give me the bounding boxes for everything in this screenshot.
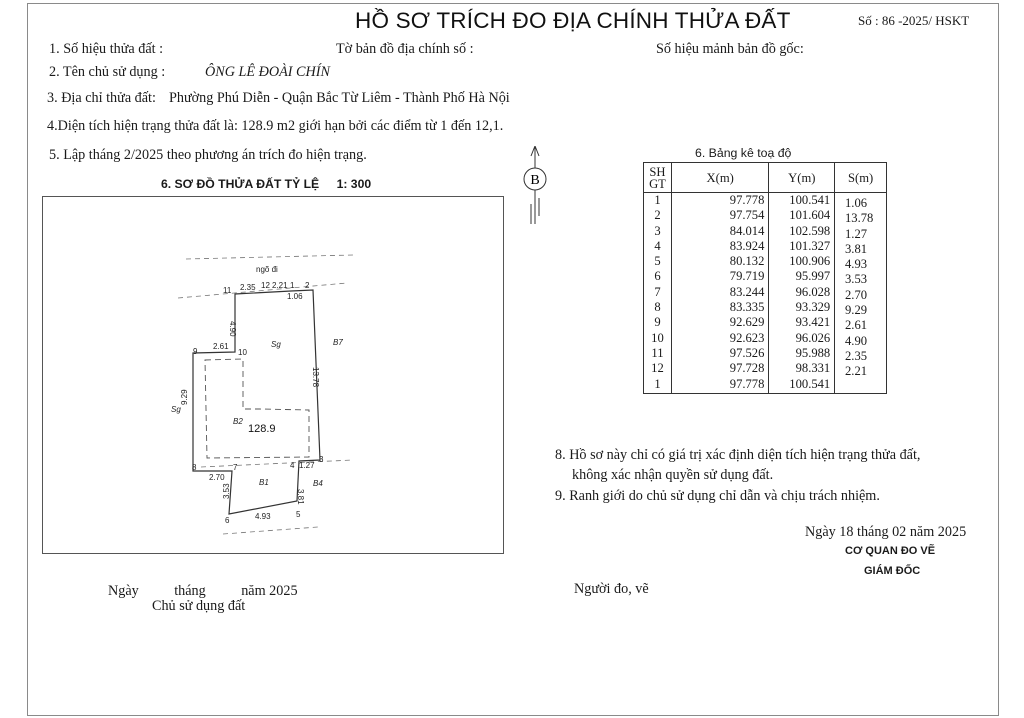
y-value: 93.421 [769, 315, 835, 330]
y-value: 101.604 [769, 208, 835, 223]
point-label: 2 [305, 281, 310, 290]
note-8-line-1: 8. Hồ sơ này chỉ có giá trị xác định diện tích hiện trạng thửa đất, [555, 447, 921, 463]
point-id: 10 [644, 331, 672, 346]
distance-value: 2.70 [845, 287, 868, 302]
point-label: 6 [225, 516, 230, 525]
neighbor-label: B1 [259, 478, 269, 487]
address-value: Phường Phú Diễn - Quận Bắc Từ Liêm - Thành Phố Hà Nội [169, 90, 510, 106]
parcel-diagram [42, 196, 504, 554]
point-id: 5 [644, 254, 672, 269]
x-value: 97.778 [671, 193, 768, 209]
owner-sign-date: Ngày tháng năm 2025 [108, 583, 298, 599]
point-id: 6 [644, 269, 672, 284]
point-label: 12 [261, 281, 270, 290]
point-id: 1 [644, 377, 672, 394]
table-caption: 6. Bảng kê toạ độ [695, 146, 792, 160]
neighbor-label: B7 [333, 338, 343, 347]
distance-value: 13.78 [845, 211, 874, 226]
x-value: 92.623 [671, 331, 768, 346]
point-label: 7 [233, 463, 238, 472]
y-value: 102.598 [769, 224, 835, 239]
y-value: 96.028 [769, 285, 835, 300]
x-value: 83.924 [671, 239, 768, 254]
neighbor-label: B4 [313, 479, 323, 488]
point-label: 8 [192, 463, 197, 472]
map-sheet-field: Tờ bản đồ địa chính số : [336, 41, 474, 57]
distance-value: 9.29 [845, 303, 868, 318]
land-class-label: Sg [171, 405, 181, 414]
land-class-label: Sg [271, 340, 281, 349]
diagram-scale: 1: 300 [336, 177, 372, 191]
signature-date: Ngày 18 tháng 02 năm 2025 [805, 524, 967, 540]
surveyor-signature-label: Người đo, vẽ [574, 581, 649, 597]
edge-label: 1.27 [299, 461, 315, 470]
x-value: 97.728 [671, 361, 768, 376]
x-value: 80.132 [671, 254, 768, 269]
point-label: 5 [296, 510, 301, 519]
point-label: 4 [290, 461, 295, 470]
edge-label: 4.90 [228, 321, 237, 337]
header-x: X(m) [671, 163, 768, 193]
parcel-number-field: 1. Số hiệu thửa đất : [49, 41, 164, 57]
y-value: 93.329 [769, 300, 835, 315]
point-id: 4 [644, 239, 672, 254]
director-title: GIÁM ĐỐC [864, 565, 921, 577]
x-value: 92.629 [671, 315, 768, 330]
point-label: 11 [223, 286, 232, 295]
y-value: 100.906 [769, 254, 835, 269]
x-value: 97.754 [671, 208, 768, 223]
distance-column [845, 196, 873, 380]
distance-value: 2.21 [845, 364, 868, 379]
edge-label: 2.21 [272, 281, 288, 290]
point-id: 7 [644, 285, 672, 300]
header-y: Y(m) [769, 163, 835, 193]
distance-value: 3.53 [845, 272, 868, 287]
point-id: 11 [644, 346, 672, 361]
owner-signature-label: Chủ sử dụng đất [152, 598, 246, 614]
diagram-heading [161, 177, 371, 191]
north-arrow-icon [515, 146, 555, 228]
point-label: 10 [238, 348, 247, 357]
edge-label: 4.93 [255, 512, 271, 521]
point-id: 8 [644, 300, 672, 315]
y-value: 95.997 [769, 269, 835, 284]
x-value: 83.244 [671, 285, 768, 300]
y-value: 100.541 [769, 377, 835, 394]
edge-label: 3.53 [222, 483, 231, 499]
y-value: 95.988 [769, 346, 835, 361]
header-gt: GT [649, 176, 666, 191]
distance-value: 3.81 [845, 241, 868, 256]
note-8-line-2: không xác nhận quyền sử dụng đất. [572, 467, 774, 483]
point-label: 1 [290, 281, 295, 290]
neighbor-label: B2 [233, 417, 243, 426]
distance-value: 1.27 [845, 226, 868, 241]
y-value: 96.026 [769, 331, 835, 346]
record-number: Số : 86 -2025/ HSKT [858, 13, 970, 28]
header-sh-gt [644, 163, 672, 193]
edge-label: 3.81 [296, 489, 305, 505]
x-value: 97.526 [671, 346, 768, 361]
point-label: 9 [193, 347, 198, 356]
header-s: S(m) [835, 163, 887, 193]
distance-value: 1.06 [845, 196, 868, 210]
edge-label: 2.35 [240, 283, 256, 292]
area-label: 128.9 [248, 423, 276, 435]
point-label: 3 [319, 455, 324, 464]
point-id: 2 [644, 208, 672, 223]
header-sh: SH [649, 164, 666, 179]
edge-label: 2.61 [213, 342, 229, 351]
point-id: 1 [644, 193, 672, 209]
note-9: 9. Ranh giới do chủ sử dụng chỉ dẫn và chịu trách nhiệm. [555, 488, 880, 504]
document-title: HỒ SƠ TRÍCH ĐO ĐỊA CHÍNH THỬA ĐẤT [355, 8, 791, 33]
x-value: 84.014 [671, 224, 768, 239]
table-header-row [644, 163, 887, 193]
edge-label: 1.06 [287, 292, 303, 301]
diagram-heading-text: 6. SƠ ĐỒ THỬA ĐẤT TỶ LỆ [161, 177, 320, 191]
preparation-note: 5. Lập tháng 2/2025 theo phương án trích đo hiện trạng. [49, 147, 367, 163]
survey-agency: CƠ QUAN ĐO VẼ [845, 545, 936, 557]
road-label: ngõ đi [256, 265, 278, 274]
x-value: 83.335 [671, 300, 768, 315]
owner-label: 2. Tên chủ sử dụng : [49, 64, 166, 80]
parcel-sketch [43, 197, 505, 555]
owner-name: ÔNG LÊ ĐOÀI CHÍN [205, 64, 330, 80]
x-value: 97.778 [671, 377, 768, 394]
distance-value: 2.35 [845, 348, 868, 363]
north-arrow [515, 146, 555, 233]
distance-value: 4.90 [845, 333, 868, 348]
original-map-field: Số hiệu mảnh bản đồ gốc: [656, 41, 804, 57]
y-value: 101.327 [769, 239, 835, 254]
distance-value: 2.61 [845, 318, 868, 333]
edge-label: 9.29 [180, 389, 189, 405]
area-statement: 4.Diện tích hiện trạng thửa đất là: 128.9 m2 giới hạn bởi các điểm từ 1 đến 12,1. [47, 118, 504, 134]
y-value: 98.331 [769, 361, 835, 376]
distance-value: 4.93 [845, 257, 868, 272]
point-id: 9 [644, 315, 672, 330]
x-value: 79.719 [671, 269, 768, 284]
edge-label: 13.78 [311, 367, 320, 388]
point-id: 3 [644, 224, 672, 239]
address-label: 3. Địa chỉ thửa đất: [47, 90, 156, 106]
north-label: B [530, 173, 540, 188]
point-id: 12 [644, 361, 672, 376]
y-value: 100.541 [769, 193, 835, 209]
edge-label: 2.70 [209, 473, 225, 482]
